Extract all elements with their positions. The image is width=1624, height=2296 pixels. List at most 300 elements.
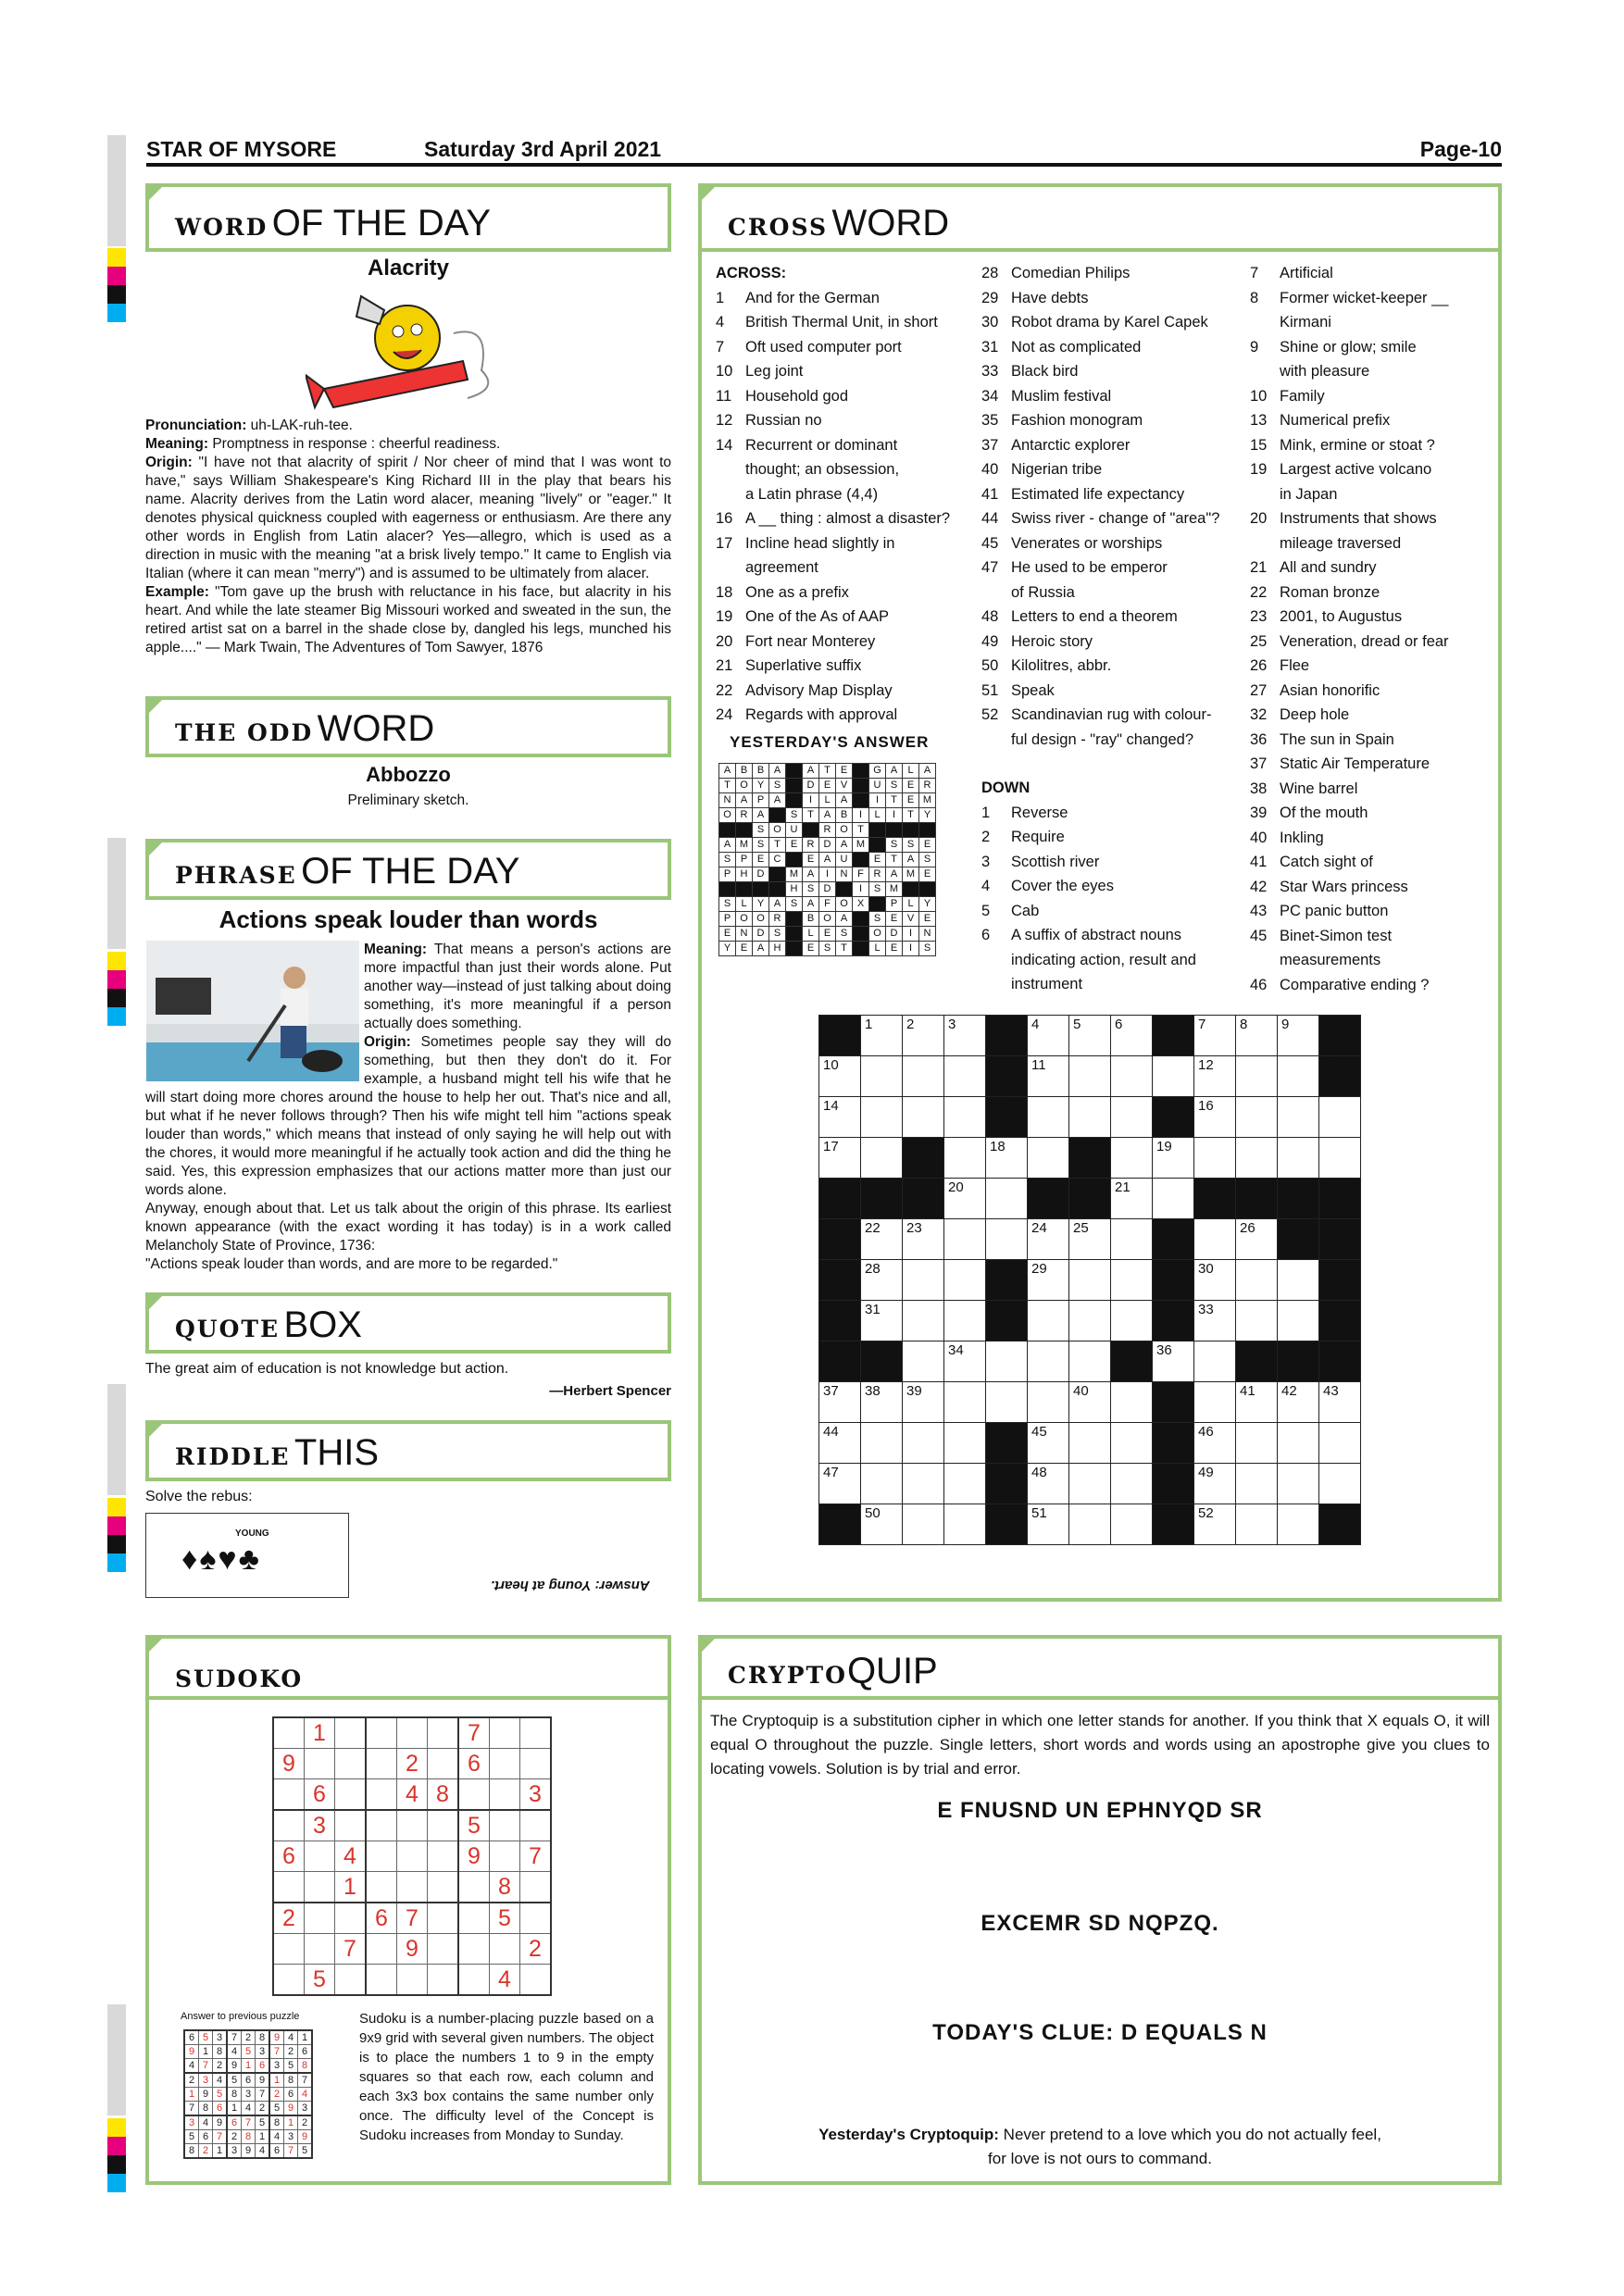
sudoku-cell: 6 [458, 1749, 490, 1779]
crossword-cell[interactable] [1028, 1382, 1069, 1423]
clue-number: 50 [865, 1505, 881, 1521]
answer-cell: A [819, 853, 836, 867]
sudoku-cell[interactable] [428, 1903, 459, 1934]
answer-cell: T [886, 853, 903, 867]
crossword-cell[interactable] [1069, 1097, 1111, 1138]
crossword-cell[interactable] [1236, 1016, 1278, 1056]
crossword-cell[interactable] [1194, 1016, 1236, 1056]
crossword-cell[interactable] [1111, 1260, 1153, 1301]
crossword-cell [861, 1341, 903, 1382]
crossword-cell[interactable] [1153, 1341, 1194, 1382]
riddle-title-box: RIDDLE THIS [145, 1420, 671, 1481]
crossword-cell[interactable] [1069, 1219, 1111, 1260]
crossword-cell[interactable] [903, 1097, 944, 1138]
sudoku-cell[interactable] [366, 1749, 397, 1779]
sudoku-grid [272, 1716, 552, 1996]
crossword-cell[interactable] [1278, 1382, 1319, 1423]
crossword-cell[interactable] [1069, 1341, 1111, 1382]
crossword-cell[interactable] [903, 1382, 944, 1423]
page-header [146, 135, 1502, 167]
answer-cell [753, 882, 769, 897]
crossword-cell[interactable] [1111, 1464, 1153, 1504]
crossword-cell[interactable] [1069, 1301, 1111, 1341]
sudoku-cell[interactable] [305, 1903, 335, 1934]
clue-item: 2 Require [981, 829, 1065, 845]
answer-cell: S [769, 779, 786, 793]
crossword-cell[interactable] [1111, 1219, 1153, 1260]
crossword-cell[interactable] [944, 1016, 986, 1056]
answer-cell: M [919, 793, 936, 808]
crossword-cell[interactable] [903, 1423, 944, 1464]
crossword-cell[interactable] [1236, 1260, 1278, 1301]
crossword-cell[interactable] [1236, 1504, 1278, 1545]
crossword-cell[interactable] [861, 1504, 903, 1545]
clue-number: 32 [990, 1302, 1006, 1317]
crossword-cell [1319, 1504, 1361, 1545]
crossword-cell[interactable] [1069, 1423, 1111, 1464]
crossword-cell[interactable] [1194, 1056, 1236, 1097]
crossword-cell[interactable] [819, 1097, 861, 1138]
crossword-cell[interactable] [1069, 1504, 1111, 1545]
sudoku-cell[interactable] [397, 1810, 428, 1841]
crossword-cell[interactable] [861, 1016, 903, 1056]
crossword-cell [1153, 1219, 1194, 1260]
crossword-cell[interactable] [1236, 1382, 1278, 1423]
clue-number: 40 [1073, 1383, 1089, 1399]
crossword-cell[interactable] [1111, 1097, 1153, 1138]
crossword-cell[interactable] [1236, 1423, 1278, 1464]
crossword-cell[interactable] [1278, 1016, 1319, 1056]
sudoku-cell[interactable] [305, 1934, 335, 1965]
clue-item: 21 Superlative suffix [716, 657, 862, 674]
answer-cell [903, 823, 919, 838]
crossword-cell [1153, 1382, 1194, 1423]
crossword-cell [986, 1097, 1028, 1138]
sudoku-cell[interactable] [520, 1749, 552, 1779]
sudoku-cell[interactable] [428, 1810, 459, 1841]
crossword-cell[interactable] [1194, 1301, 1236, 1341]
clue-item: 21 All and sundry [1250, 559, 1377, 576]
sudoku-cell[interactable] [520, 1810, 552, 1841]
crossword-cell[interactable] [861, 1464, 903, 1504]
crossword-cell[interactable] [986, 1219, 1028, 1260]
sudoku-cell[interactable] [305, 1749, 335, 1779]
sudoku-cell[interactable] [458, 1903, 490, 1934]
crossword-cell[interactable] [1111, 1016, 1153, 1056]
sudoku-cell[interactable] [335, 1903, 367, 1934]
sudoku-cell[interactable] [366, 1872, 397, 1903]
crossword-cell [1153, 1260, 1194, 1301]
clue-item: 15 Mink, ermine or stoat ? [1250, 436, 1435, 454]
sudoku-cell: 7 [199, 2059, 213, 2074]
sudoku-cell: 1 [335, 1872, 367, 1903]
clue-number: 12 [1198, 1057, 1214, 1073]
sudoku-cell: 6 [199, 2130, 213, 2144]
sudoku-cell[interactable] [366, 1810, 397, 1841]
issue-date: Saturday 3rd April 2021 [424, 137, 662, 161]
crossword-cell[interactable] [1028, 1341, 1069, 1382]
crossword-cell[interactable] [944, 1219, 986, 1260]
sudoku-cell[interactable] [366, 1717, 397, 1749]
crossword-cell[interactable] [1194, 1464, 1236, 1504]
answer-cell: E [886, 942, 903, 956]
clue-item: 19 Largest active volcano [1250, 461, 1432, 478]
crossword-cell[interactable] [1319, 1138, 1361, 1179]
crossword-cell[interactable] [1069, 1260, 1111, 1301]
yesterday-crossword-grid [718, 763, 936, 956]
sudoku-cell[interactable] [520, 1872, 552, 1903]
crossword-cell[interactable] [1278, 1097, 1319, 1138]
clue-item: 12 Russian no [716, 412, 822, 429]
sudoku-cell[interactable] [335, 1717, 367, 1749]
sudoku-cell[interactable] [366, 1779, 397, 1811]
crossword-cell[interactable] [1028, 1464, 1069, 1504]
crossword-cell[interactable] [1028, 1504, 1069, 1545]
crossword-cell[interactable] [1028, 1301, 1069, 1341]
answer-cell: S [719, 897, 736, 912]
clue-item: 50 Kilolitres, abbr. [981, 657, 1112, 674]
crossword-cell[interactable] [903, 1056, 944, 1097]
answer-cell: P [886, 897, 903, 912]
answer-cell: O [736, 912, 753, 927]
crossword-cell[interactable] [861, 1097, 903, 1138]
sudoku-cell[interactable] [273, 1717, 305, 1749]
answer-cell: A [836, 912, 853, 927]
crossword-cell[interactable] [944, 1341, 986, 1382]
answer-cell [786, 912, 803, 927]
crossword-cell[interactable] [1069, 1464, 1111, 1504]
sudoku-cell: 4 [256, 2144, 270, 2159]
crossword-cell [1319, 1301, 1361, 1341]
gray-margin-bar [107, 838, 126, 949]
sudoku-cell[interactable] [335, 1749, 367, 1779]
crossword-cell[interactable] [861, 1138, 903, 1179]
clue-item: 27 Asian honorific [1250, 681, 1380, 699]
sudoku-cell[interactable] [458, 1934, 490, 1965]
color-registration-marks [107, 1498, 126, 1572]
crossword-cell[interactable] [1111, 1138, 1153, 1179]
crossword-cell[interactable] [944, 1423, 986, 1464]
answer-cell: S [769, 927, 786, 942]
crossword-cell[interactable] [944, 1504, 986, 1545]
clue-item: 3 Scottish river [981, 853, 1100, 870]
answer-cell: I [803, 793, 819, 808]
crossword-cell [1278, 1341, 1319, 1382]
sudoku-cell[interactable] [335, 1810, 367, 1841]
crossword-cell[interactable] [819, 1138, 861, 1179]
clue-number: 25 [1073, 1220, 1089, 1236]
crossword-cell [986, 1056, 1028, 1097]
sudoku-cell[interactable] [397, 1965, 428, 1996]
crossword-cell[interactable] [1111, 1382, 1153, 1423]
sudoku-cell[interactable] [458, 1872, 490, 1903]
crossword-cell[interactable] [1278, 1423, 1319, 1464]
clue-item: 8 Former wicket-keeper __ [1250, 289, 1449, 306]
sudoku-cell[interactable] [273, 1965, 305, 1996]
answer-cell: M [736, 838, 753, 853]
crossword-cell[interactable] [1278, 1464, 1319, 1504]
crossword-cell[interactable] [1278, 1504, 1319, 1545]
crossword-cell[interactable] [819, 1464, 861, 1504]
crossword-cell[interactable] [986, 1341, 1028, 1382]
clue-item: 52 Scandinavian rug with colour- [981, 706, 1212, 723]
crossword-cell[interactable] [903, 1504, 944, 1545]
sudoku-cell[interactable] [273, 1779, 305, 1811]
crossword-cell[interactable] [1278, 1301, 1319, 1341]
sudoku-cell[interactable] [490, 1749, 520, 1779]
crossword-cell[interactable] [1194, 1423, 1236, 1464]
crossword-cell[interactable] [1236, 1056, 1278, 1097]
crossword-cell[interactable] [1028, 1138, 1069, 1179]
sudoku-cell[interactable] [490, 1934, 520, 1965]
crossword-cell[interactable] [986, 1138, 1028, 1179]
clue-number: 2 [906, 1017, 915, 1032]
crossword-cell[interactable] [1236, 1464, 1278, 1504]
sudoku-cell: 6 [213, 2102, 228, 2116]
answer-cell [719, 882, 736, 897]
sudoku-cell[interactable] [428, 1965, 459, 1996]
sudoku-cell[interactable] [397, 1872, 428, 1903]
crossword-cell[interactable] [944, 1301, 986, 1341]
sudoku-cell[interactable] [520, 1717, 552, 1749]
crossword-cell[interactable] [1028, 1219, 1069, 1260]
sudoku-cell[interactable] [490, 1717, 520, 1749]
answer-cell: R [803, 838, 819, 853]
crossword-cell[interactable] [1278, 1260, 1319, 1301]
clue-item: 46 Comparative ending ? [1250, 976, 1430, 993]
sudoku-cell[interactable] [428, 1717, 459, 1749]
crossword-cell[interactable] [1153, 1138, 1194, 1179]
sudoku-cell[interactable] [490, 1810, 520, 1841]
sudoku-cell[interactable] [490, 1779, 520, 1811]
sudoku-cell[interactable] [335, 1779, 367, 1811]
sudoku-cell[interactable] [305, 1872, 335, 1903]
crossword-cell[interactable] [1194, 1260, 1236, 1301]
cryptoquip-line-1: E FNUSND UN EPHNYQD SR [937, 1798, 1263, 1823]
crossword-cell[interactable] [944, 1097, 986, 1138]
crossword-cell [1278, 1219, 1319, 1260]
crossword-cell[interactable] [1194, 1382, 1236, 1423]
crossword-cell[interactable] [1236, 1138, 1278, 1179]
sudoku-cell[interactable] [428, 1749, 459, 1779]
crossword-cell[interactable] [903, 1219, 944, 1260]
sudoku-cell: 6 [256, 2059, 270, 2074]
crossword-cell[interactable] [1028, 1097, 1069, 1138]
answer-cell: E [786, 838, 803, 853]
clue-item: 48 Letters to end a theorem [981, 608, 1178, 625]
answer-cell: L [819, 793, 836, 808]
clue-number: 24 [1031, 1220, 1047, 1236]
crossword-cell[interactable] [1111, 1179, 1153, 1219]
sudoku-cell[interactable] [366, 1934, 397, 1965]
sudoku-cell: 8 [269, 2115, 284, 2130]
crossword-cell[interactable] [1111, 1423, 1153, 1464]
clue-item: 45 Venerates or worships [981, 534, 1163, 552]
clue-number: 27 [1281, 1220, 1297, 1236]
crossword-cell[interactable] [861, 1382, 903, 1423]
clue-number: 18 [990, 1139, 1006, 1154]
answer-cell [736, 882, 753, 897]
quote-text: The great aim of education is not knowledge but action. [145, 1361, 509, 1377]
sudoku-cell: 2 [269, 2088, 284, 2102]
clue-item: 31 Not as complicated [981, 338, 1142, 356]
crossword-cell[interactable] [1153, 1056, 1194, 1097]
crossword-cell[interactable] [944, 1260, 986, 1301]
sudoku-cell: 4 [227, 2045, 242, 2059]
sudoku-cell[interactable] [428, 1934, 459, 1965]
sudoku-cell[interactable] [428, 1841, 459, 1872]
riddle-prompt: Solve the rebus: [145, 1489, 253, 1504]
crossword-cell[interactable] [1319, 1464, 1361, 1504]
crossword-cell[interactable] [1028, 1260, 1069, 1301]
answer-cell: L [903, 764, 919, 779]
clue-item: agreement [745, 559, 818, 576]
sudoku-cell[interactable] [273, 1934, 305, 1965]
sudoku-cell[interactable] [428, 1872, 459, 1903]
crossword-cell[interactable] [944, 1464, 986, 1504]
crossword-cell[interactable] [1236, 1219, 1278, 1260]
answer-cell: N [719, 793, 736, 808]
answer-cell: E [753, 853, 769, 867]
clue-number: 42 [1281, 1383, 1297, 1399]
answer-cell: B [753, 764, 769, 779]
sudoku-cell[interactable] [366, 1841, 397, 1872]
clue-number: 52 [1198, 1505, 1214, 1521]
crossword-cell[interactable] [1236, 1301, 1278, 1341]
answer-cell: E [886, 912, 903, 927]
crossword-cell[interactable] [819, 1056, 861, 1097]
sudoku-cell: 7 [458, 1717, 490, 1749]
sudoku-cell[interactable] [273, 1810, 305, 1841]
crossword-cell[interactable] [861, 1219, 903, 1260]
crossword-cell[interactable] [944, 1056, 986, 1097]
sudoku-cell: 7 [242, 2115, 256, 2130]
clue-number: 15 [990, 1098, 1006, 1114]
crossword-cell[interactable] [1111, 1504, 1153, 1545]
answer-cell: A [803, 867, 819, 882]
answer-cell [853, 912, 869, 927]
crossword-cell[interactable] [944, 1138, 986, 1179]
crossword-cell[interactable] [986, 1179, 1028, 1219]
gray-margin-bar [107, 135, 126, 246]
clue-item: in Japan [1280, 485, 1338, 503]
sudoku-cell: 9 [213, 2115, 228, 2130]
sudoku-cell[interactable] [366, 1965, 397, 1996]
crossword-cell[interactable] [1069, 1382, 1111, 1423]
crossword-cell[interactable] [1028, 1056, 1069, 1097]
sudoku-cell[interactable] [273, 1872, 305, 1903]
crossword-cell[interactable] [1153, 1179, 1194, 1219]
sudoku-cell: 4 [199, 2115, 213, 2130]
crossword-cell[interactable] [1194, 1341, 1236, 1382]
sudoku-cell: 3 [520, 1779, 552, 1811]
sudoku-cell[interactable] [305, 1841, 335, 1872]
crossword-cell[interactable] [986, 1382, 1028, 1423]
crossword-cell[interactable] [1194, 1138, 1236, 1179]
sudoku-cell: 4 [490, 1965, 520, 1996]
sudoku-cell: 5 [256, 2115, 270, 2130]
answer-cell: E [803, 853, 819, 867]
sudoku-cell[interactable] [520, 1965, 552, 1996]
previous-sudoku-grid [183, 2029, 313, 2159]
crossword-cell[interactable] [819, 1382, 861, 1423]
crossword-cell[interactable] [1319, 1097, 1361, 1138]
crossword-cell[interactable] [1028, 1016, 1069, 1056]
crossword-cell[interactable] [1319, 1423, 1361, 1464]
answer-cell: S [903, 838, 919, 853]
crossword-cell[interactable] [1236, 1097, 1278, 1138]
crossword-cell[interactable] [1069, 1056, 1111, 1097]
sudoku-cell: 9 [458, 1841, 490, 1872]
crossword-cell[interactable] [1319, 1382, 1361, 1423]
crossword-cell[interactable] [1194, 1219, 1236, 1260]
clue-item: 10 Leg joint [716, 363, 804, 380]
crossword-cell[interactable] [861, 1301, 903, 1341]
clue-item: 51 Speak [981, 681, 1055, 699]
clue-item: 7 Oft used computer port [716, 338, 902, 356]
clue-number: 45 [1031, 1424, 1047, 1440]
crossword-cell[interactable] [1111, 1301, 1153, 1341]
sudoku-cell[interactable] [397, 1717, 428, 1749]
crossword-cell[interactable] [903, 1464, 944, 1504]
crossword-cell[interactable] [1278, 1056, 1319, 1097]
crossword-cell[interactable] [903, 1016, 944, 1056]
clue-item: 4 Cover the eyes [981, 878, 1114, 894]
crossword-cell[interactable] [903, 1341, 944, 1382]
answer-cell: E [719, 927, 736, 942]
crossword-cell[interactable] [1278, 1138, 1319, 1179]
sudoku-cell: 7 [213, 2130, 228, 2144]
answer-cell: I [903, 927, 919, 942]
crossword-cell[interactable] [861, 1423, 903, 1464]
crossword-cell[interactable] [1111, 1056, 1153, 1097]
answer-cell: S [753, 823, 769, 838]
crossword-cell[interactable] [1069, 1016, 1111, 1056]
sudoku-cell: 1 [284, 2115, 298, 2130]
crossword-cell[interactable] [944, 1179, 986, 1219]
crossword-cell[interactable] [1028, 1423, 1069, 1464]
crossword-cell[interactable] [903, 1260, 944, 1301]
answer-cell: P [719, 912, 736, 927]
sudoku-cell[interactable] [458, 1965, 490, 1996]
sudoku-cell: 1 [242, 2059, 256, 2074]
crossword-cell[interactable] [1194, 1504, 1236, 1545]
clue-item: measurements [1280, 952, 1381, 968]
crossword-cell[interactable] [861, 1056, 903, 1097]
crossword-cell[interactable] [903, 1301, 944, 1341]
sudoku-cell[interactable] [458, 1779, 490, 1811]
crossword-cell [1153, 1016, 1194, 1056]
crossword-cell[interactable] [819, 1423, 861, 1464]
odd-word: Abbozzo [366, 763, 451, 786]
sudoku-cell[interactable] [335, 1965, 367, 1996]
sudoku-cell: 3 [256, 2045, 270, 2059]
crossword-cell[interactable] [861, 1260, 903, 1301]
sudoku-cell: 4 [184, 2059, 199, 2074]
yesterday-answer-label: YESTERDAY'S ANSWER [730, 733, 930, 751]
sudoku-cell[interactable] [520, 1903, 552, 1934]
sudoku-cell[interactable] [397, 1841, 428, 1872]
sudoku-cell: 6 [273, 1841, 305, 1872]
clue-number: 21 [1115, 1179, 1131, 1195]
answer-cell: L [869, 808, 886, 823]
answer-cell: A [803, 897, 819, 912]
crossword-cell[interactable] [1194, 1097, 1236, 1138]
sudoku-cell[interactable] [490, 1841, 520, 1872]
clue-item: 11 Household god [716, 387, 849, 405]
crossword-cell [986, 1504, 1028, 1545]
crossword-cell[interactable] [944, 1382, 986, 1423]
